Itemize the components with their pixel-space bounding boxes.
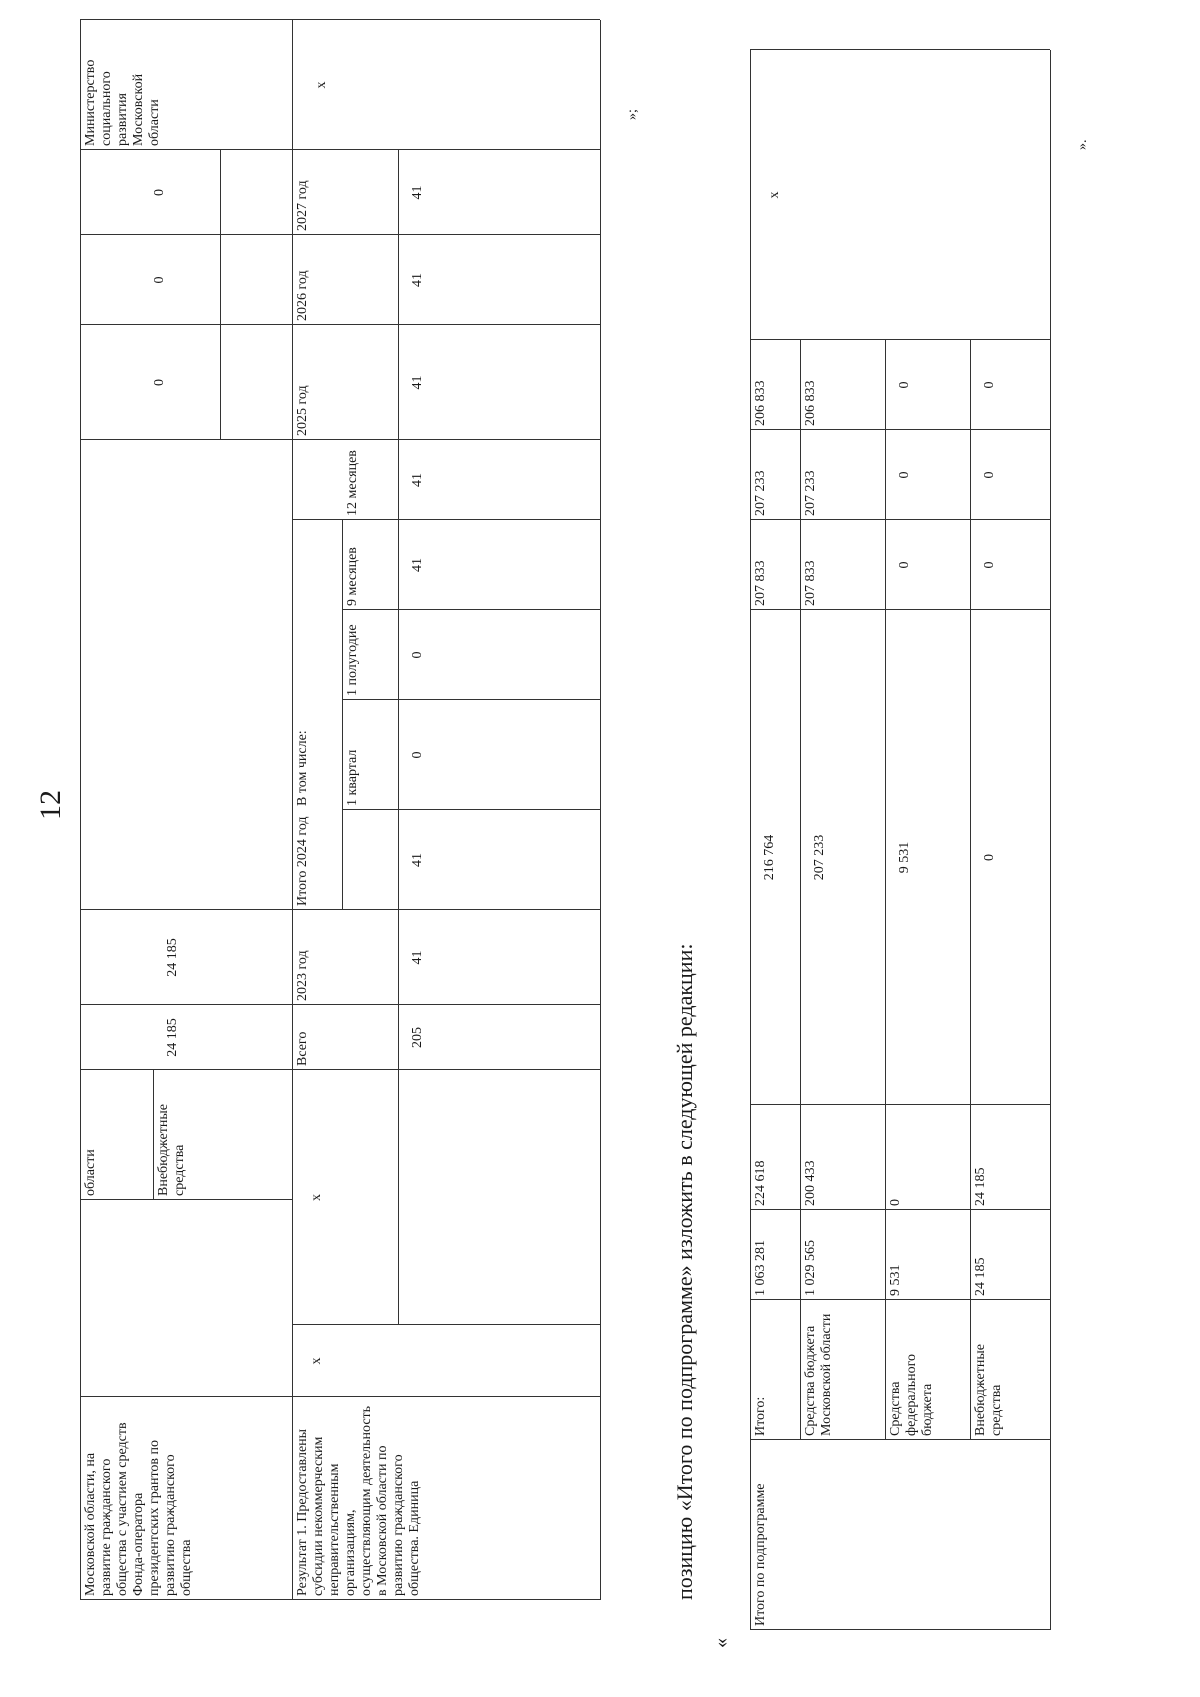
v-2025: 41 <box>410 375 425 390</box>
v-m12: 41 <box>410 473 425 487</box>
row1-source-tail: области <box>83 1149 98 1196</box>
h-h1: 1 полугодие <box>345 624 360 696</box>
h-2023: 2023 год <box>295 950 310 1001</box>
t2-r2-2026: 0 <box>897 471 912 479</box>
instruction-block <box>672 400 712 1600</box>
t2-r3-2024: 0 <box>982 854 997 861</box>
result-name: Результат 1. Предоставлены субсидии некоммерческим неправительственным организациям, осуществляющим деятельность в Московской области по развитию гражданского общества. Единица <box>295 1405 422 1596</box>
h-2024-total: Итого 2024 год <box>295 816 310 906</box>
row1-executor: Министерство социального развития Московской области <box>83 59 162 146</box>
v-2026: 41 <box>410 273 425 287</box>
t2-r3-total: 24 185 <box>973 1257 988 1296</box>
h-2027: 2027 год <box>295 180 310 231</box>
t2-r1-2026: 207 233 <box>803 470 818 516</box>
t2-r0-2023: 224 618 <box>753 1160 768 1206</box>
open-quote: « <box>710 1638 732 1648</box>
t2-r2-2024: 9 531 <box>897 841 912 874</box>
v-total: 205 <box>410 1027 425 1048</box>
t2-r0-2024: 216 764 <box>762 834 777 881</box>
t2-r1-total: 1 029 565 <box>803 1240 818 1296</box>
v-2023: 41 <box>410 950 425 965</box>
v-2027: 41 <box>410 185 425 200</box>
t2-r0-2027: 206 833 <box>753 380 768 426</box>
row1-source-extra: Внебюджетные средства <box>156 1104 187 1196</box>
table2-end-quote: ». <box>1075 139 1090 150</box>
table-2 <box>710 50 1090 1648</box>
h-2025: 2025 год <box>295 385 310 436</box>
row1-2027: 0 <box>152 189 167 196</box>
t2-label: Итого по подпрограмме <box>753 1483 768 1626</box>
t2-r1-2027: 206 833 <box>803 380 818 426</box>
instruction-text: позицию «Итого по подпрограмме» изложить в следующей редакции: <box>672 943 697 1600</box>
v-h1: 0 <box>410 651 425 659</box>
result-mark-2: x <box>309 1194 324 1201</box>
h-2026: 2026 год <box>295 270 310 321</box>
v-m9: 41 <box>410 558 425 572</box>
t2-r3-2027: 0 <box>982 381 997 389</box>
t2-r3-2025: 0 <box>982 561 997 569</box>
t2-r1-2023: 200 433 <box>803 1160 818 1206</box>
h-m12: 12 месяцев <box>345 450 360 516</box>
t2-r0-source: Итого: <box>753 1396 768 1436</box>
t2-r1-source: Средства бюджета Московской области <box>803 1313 834 1436</box>
h-q1: 1 квартал <box>345 749 360 806</box>
t2-executor-mark: x <box>767 191 782 199</box>
h-total: Всего <box>295 1031 310 1066</box>
row1-2026: 0 <box>152 276 167 284</box>
table1-end-quote: »; <box>625 109 640 120</box>
t2-r2-source: Средства федерального бюджета <box>888 1353 935 1436</box>
t2-r2-2023: 0 <box>888 1199 903 1206</box>
t2-r0-2025: 207 833 <box>753 560 768 606</box>
t2-r3-2026: 0 <box>982 471 997 479</box>
t2-r1-2025: 207 833 <box>803 560 818 606</box>
row1-name: Московской области, на развитие гражданского общества с участием средств Фонда-оператора президентских грантов по развитию гражданского общества <box>83 1422 194 1596</box>
t2-r2-total: 9 531 <box>888 1264 903 1296</box>
row1-total: 24 185 <box>165 1018 180 1057</box>
row1-2023: 24 185 <box>165 938 180 977</box>
h-incl: В том числе: <box>295 730 310 806</box>
t2-r0-total: 1 063 281 <box>753 1240 768 1296</box>
v-2024: 41 <box>410 853 425 867</box>
h-m9: 9 месяцев <box>345 547 360 606</box>
t2-r3-source: Внебюджетные средства <box>973 1344 1004 1436</box>
result-mark-1: x <box>309 1357 324 1365</box>
result-executor-mark: x <box>314 81 329 89</box>
t2-r1-2024: 207 233 <box>812 834 827 881</box>
row1-2025: 0 <box>152 379 167 386</box>
v-q1: 0 <box>410 751 425 759</box>
table-1 <box>80 20 640 1600</box>
t2-r3-2023: 24 185 <box>973 1167 988 1206</box>
t2-r0-2026: 207 233 <box>753 470 768 516</box>
t2-r2-2027: 0 <box>897 381 912 389</box>
page-number: 12 <box>34 790 67 820</box>
t2-r2-2025: 0 <box>897 561 912 569</box>
